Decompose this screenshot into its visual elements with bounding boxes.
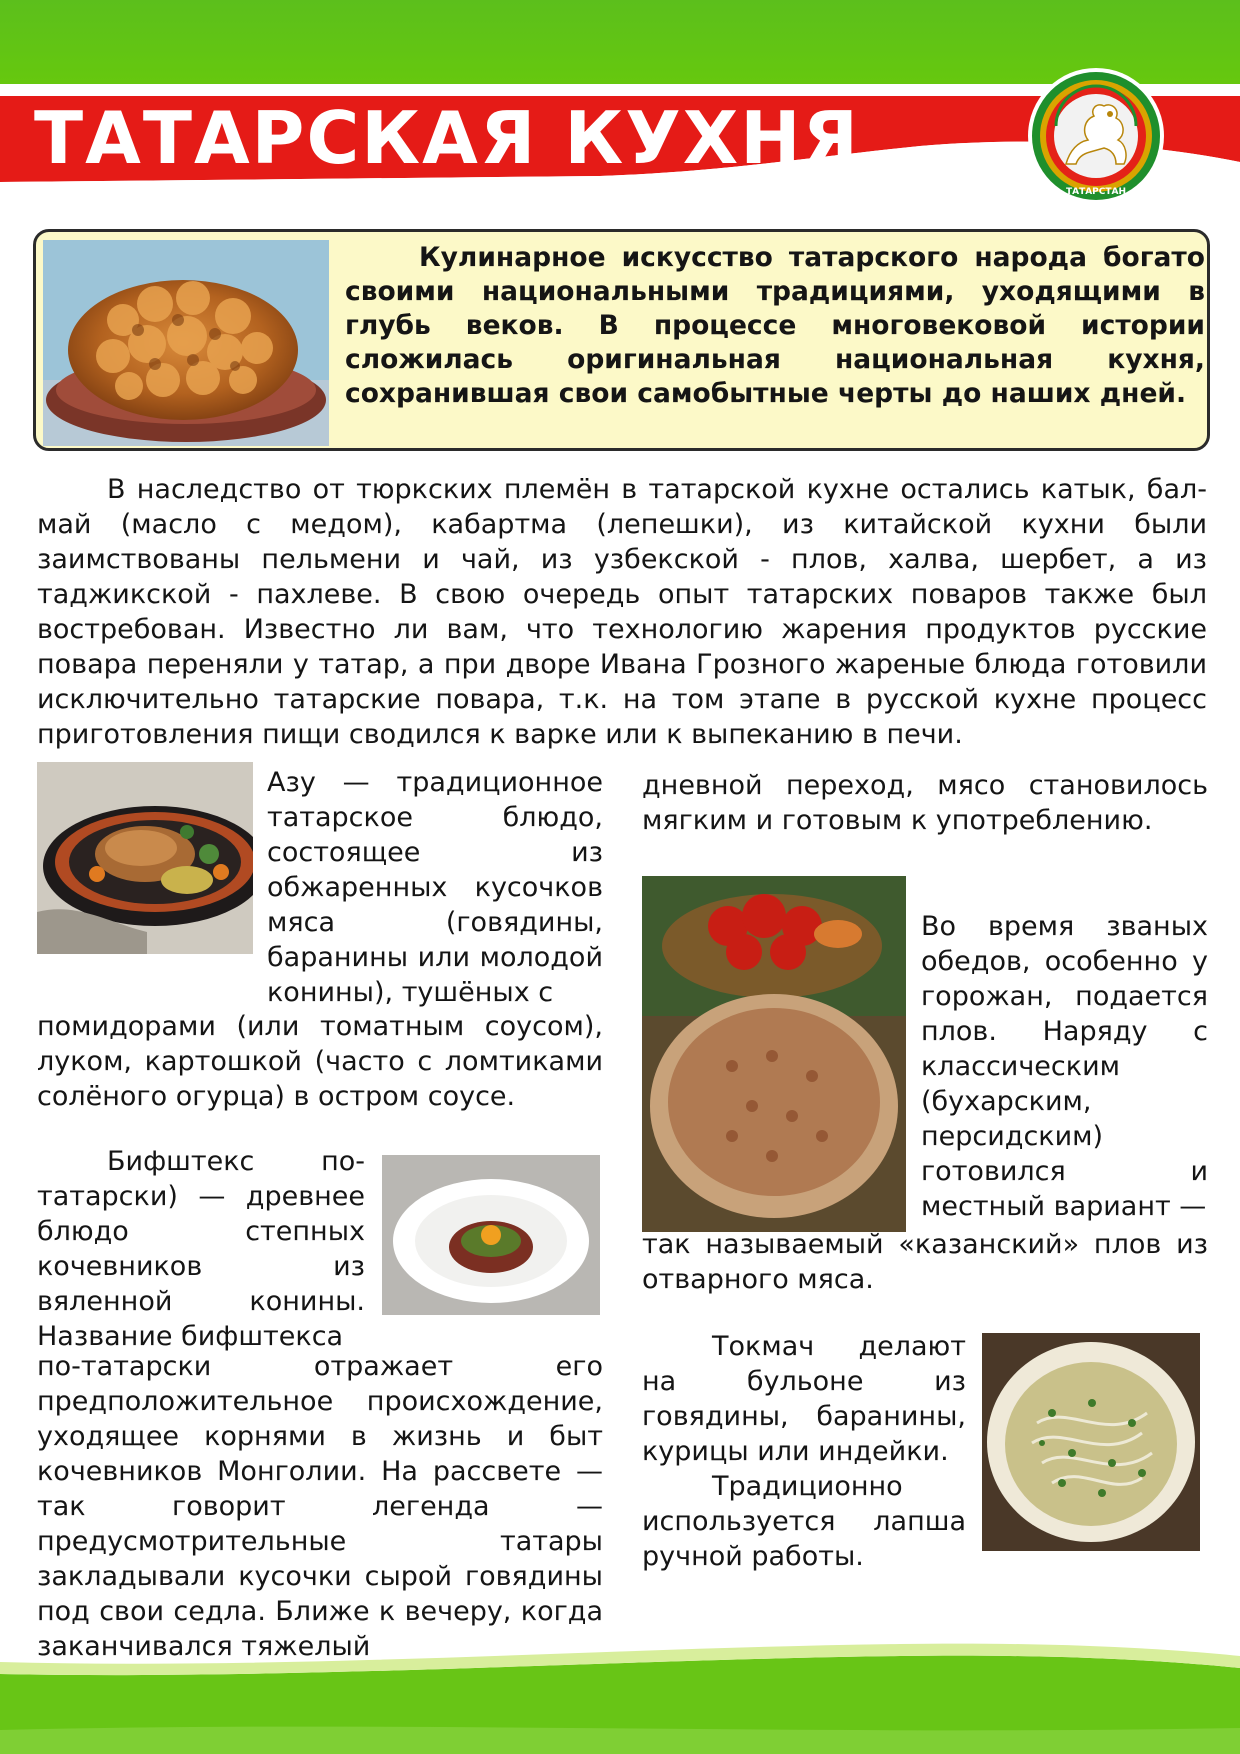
azu-paragraph-top: Азу — традиционное татарское блюдо, состоящее из обжаренных кусочков мяса (говядины, баранины или молодой конины), тушёных с	[267, 767, 603, 1008]
tatarstan-emblem-icon	[1026, 66, 1166, 206]
tokmach-soup-photo	[982, 1333, 1200, 1551]
plov-paragraph-top: Во время званых обедов, особенно у горожан, подается плов. Наряду с классическим (бухарским, персидским) готовился и местный вариант —	[921, 911, 1208, 1222]
steak-paragraph-top: Бифштекс по-татарски) — древнее блюдо степных кочевников из вяленной конины. Название бифштекса	[37, 1146, 365, 1352]
plov-photo	[642, 876, 906, 1232]
plov-paragraph-bottom: так называемый «казанский» плов из отварного мяса.	[642, 1229, 1208, 1295]
steak-paragraph-bottom: по-татарски отражает его предположительное происхождение, уходящее корнями в жизнь и быт кочевников Монголии. На рассвете — так говорит легенда — предусмотрительные татары закладывали кусочки сырой говядины под свои седла. Ближе к вечеру, когда заканчивался тяжелый	[37, 1351, 603, 1662]
chak-chak-photo	[43, 240, 329, 446]
history-paragraph: В наследство от тюркских племён в татарской кухне остались катык, бал-май (масло с медом), кабартма (лепешки), из китайской кухни были заимствованы пельмени и чай, из узбекской - плов, халва, шербет, а из таджикской - пахлеве. В свою очередь опыт татарских поваров также был востребован. Известно ли вам, что технологию жарения продуктов русские повара переняли у татар, а при дворе Ивана Грозного жареные блюда готовили исключительно татарские повара, т.к. на том этапе в русской кухне процесс приготовления пищи сводился к варке или к выпеканию в печи.	[37, 474, 1207, 750]
footer-green-wave	[0, 1640, 1240, 1754]
tokmach-paragraph: Токмач делают на бульоне из говядины, баранины, курицы или индейки.	[642, 1331, 966, 1467]
intro-box	[33, 229, 1210, 451]
steak-tartare-photo	[382, 1155, 600, 1315]
intro-text: Кулинарное искусство татарского народа богато своими национальными традициями, уходящими в глубь веков. В процессе многовековой истории сложилась оригинальная национальная кухня, сохранившая свои самобытные черты до наших дней.	[345, 242, 1205, 409]
azu-photo	[37, 762, 253, 954]
page-title: ТАТАРСКАЯ КУХНЯ	[34, 96, 860, 180]
tokmach-paragraph-2: Традиционно используется лапша ручной работы.	[642, 1471, 966, 1572]
steak-paragraph-continued: дневной переход, мясо становилось мягким и готовым к употреблению.	[642, 770, 1208, 836]
azu-paragraph-bottom: помидорами (или томатным соусом), луком, картошкой (часто с ломтиками солёного огурца) в остром соусе.	[37, 1011, 603, 1112]
emblem-caption: ТАТАРСТАН	[1065, 187, 1127, 197]
